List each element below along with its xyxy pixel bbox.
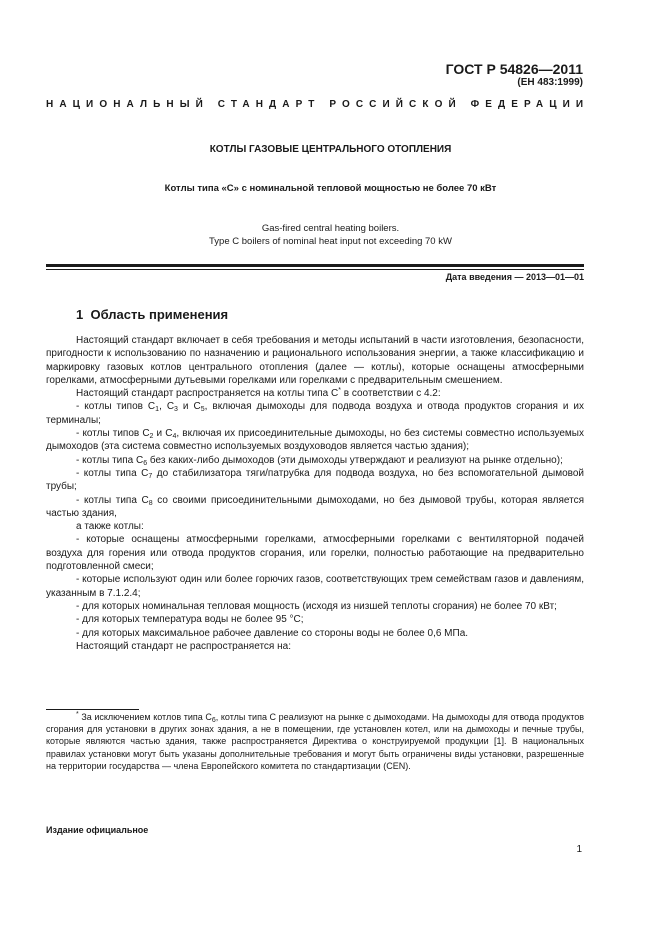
list-item: - котлы типа $С_8$ со своими присоединительными дымоходами, но без дымовой трубы, которая является частью здания, <box>46 494 584 519</box>
paragraph-scope: Настоящий стандарт включает в себя требования и методы испытаний в части изготовления, безопасности, пригодности к использованию по назначению и рационального использования энергии, а также классификацию и маркировку газовых котлов центрального отопления (далее — котлы), которые оснащены атмосферными горелками, атмосферными дутьевыми горелками или горелками с предварительным смешением. <box>46 335 584 386</box>
document-subtitle: Котлы типа «С» с номинальной тепловой мощностью не более 70 кВт <box>164 183 497 194</box>
introduction-date: Дата введения — 2013—01—01 <box>445 272 584 282</box>
standard-equivalent: (ЕН 483:1999) <box>517 77 583 88</box>
list-item: - котлы типов $С_1$, $С_3$ и $С_5$, включая дымоходы для подвода воздуха и отвода продуктов сгорания и их терминалы; <box>46 401 584 426</box>
title-rule-thick <box>46 264 584 267</box>
paragraph-applies: Настоящий стандарт распространяется на котлы типа С* в соответствии с 4.2: <box>76 387 441 400</box>
list-item: - для которых номинальная тепловая мощность (исходя из низшей теплоты сгорания) не более 70 кВт; <box>76 600 557 612</box>
english-title <box>0 222 661 248</box>
page-number: 1 <box>576 844 582 855</box>
footnote-mark: * <box>338 387 341 395</box>
list-item: - которые используют один или более горючих газов, соответствующих трем семействам газов и давлениям, указанным в 7.1.2.4; <box>46 574 584 599</box>
standard-number: ГОСТ Р 54826—2011 <box>445 61 583 77</box>
footnote-mark: * <box>76 711 79 718</box>
section-number: 1 <box>76 307 84 322</box>
footnote-rule <box>46 709 139 710</box>
english-title-line-1: Gas-fired central heating boilers. <box>261 223 400 234</box>
paragraph-also: а также котлы: <box>76 521 144 533</box>
list-item: - котлы типов $С_2$ и $С_4$, включая их присоединительные дымоходы, но без системы совместно используемых дымоходов (эта система совместно используемых воздуховодов является частью здания); <box>46 428 584 453</box>
english-title-line-2: Type C boilers of nominal heat input not exceeding 70 kW <box>209 236 452 247</box>
list-item: - для которых температура воды не более 95 °С; <box>76 614 304 626</box>
list-item: - для которых максимальное рабочее давление со стороны воды не более 0,6 МПа. <box>76 627 469 639</box>
section-title: Область применения <box>90 307 229 322</box>
document-title: КОТЛЫ ГАЗОВЫЕ ЦЕНТРАЛЬНОГО ОТОПЛЕНИЯ <box>209 144 452 155</box>
footnote: * За исключением котлов типа $С_6$, котлы типа С реализуют на рынке с дымоходами. На дымоходы для отвода продуктов сгорания для установки в других зонах здания, а не в помещении, где установлен котел, или на дымоходы и печные трубы, которые являются частью здания, также распространяется Директива о конструируемой продукции [1]. В национальных правилах установки могут быть указаны дополнительные требования и могут быть ограничены виды установки, разрешенные на территории государства — члена Европейского комитета по стандартизации (CEN). <box>46 711 584 771</box>
paragraph-not-applies: Настоящий стандарт не распространяется на: <box>76 640 291 652</box>
list-item: - котлы типа $С_6$ без каких-либо дымоходов (эти дымоходы утверждают и реализуют на рынке отдельно); <box>76 454 563 467</box>
official-edition-label: Издание официальное <box>46 825 149 835</box>
title-rule-thin <box>46 269 584 270</box>
section-body <box>46 334 584 653</box>
national-standard-banner: НАЦИОНАЛЬНЫЙ СТАНДАРТ РОССИЙСКОЙ ФЕДЕРАЦИИ <box>46 99 590 110</box>
list-item: - котлы типа $С_7$ до стабилизатора тяги/патрубка для подвода воздуха, но без вспомогательной дымовой трубы; <box>46 467 584 493</box>
list-item: - которые оснащены атмосферными горелками, атмосферными горелками с вентиляторной подачей воздуха для горения или отвода продуктов сгорания, или горелки, полностью работающие на предварительно подготовленной смеси; <box>46 534 584 573</box>
section-heading <box>76 307 228 322</box>
